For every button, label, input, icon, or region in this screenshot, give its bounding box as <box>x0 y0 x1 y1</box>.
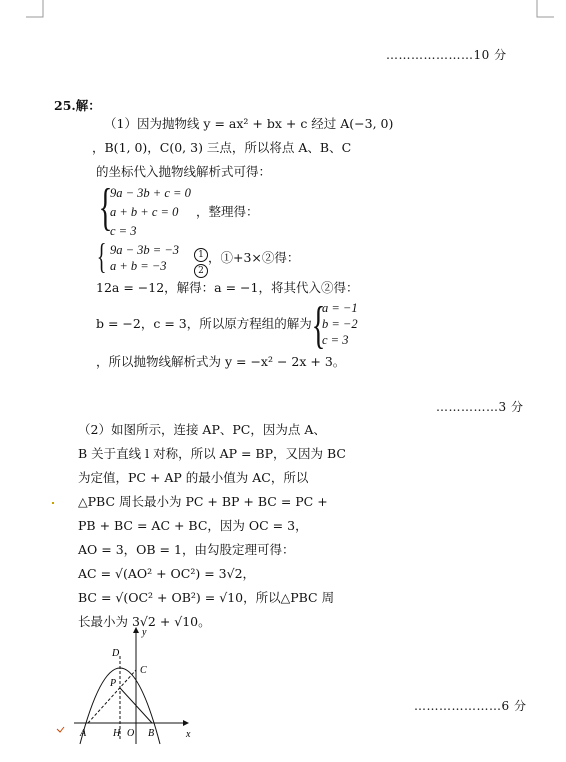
part2-line1: （2）如图所示，连接 AP、PC，因为点 A、 <box>78 422 326 437</box>
score-6-points: …………………6 分 <box>414 699 527 713</box>
label-a: A <box>80 728 87 739</box>
label-o: O <box>127 728 135 739</box>
part2-line8: BC = √(OC² + OB²) = √10，所以△PBC 周 <box>78 590 335 605</box>
system3-brace: { <box>311 297 326 354</box>
part2-line2: B 关于直线 l 对称，所以 AP = BP，又因为 BC <box>78 446 346 461</box>
question-number: 25.解： <box>54 98 101 113</box>
system1-tail: ，整理得： <box>196 204 259 219</box>
corner-mark-right <box>536 0 554 18</box>
part2-line6: AO = 3，OB = 1，由勾股定理可得： <box>78 542 295 557</box>
system3-eq2: b = −2 <box>322 317 358 331</box>
part1-line2: ，B(1, 0)，C(0, 3) 三点，所以将点 A、B、C <box>92 140 352 155</box>
system3-eq1: a = −1 <box>322 301 358 315</box>
parabola-graph <box>70 622 200 746</box>
system1-eq1: 9a − 3b + c = 0 <box>110 186 191 200</box>
label-h: H <box>113 728 121 739</box>
system1-eq2: a + b + c = 0 <box>110 205 179 219</box>
score-3-points: ……………3 分 <box>436 400 524 414</box>
part1-line1: （1）因为抛物线 y = ax² + bx + c 经过 A(−3, 0) <box>104 116 394 131</box>
part2-line4: △PBC 周长最小为 PC + BP + BC = PC + <box>78 494 328 509</box>
part2-line5: PB + BC = AC + BC，因为 OC = 3， <box>78 518 308 533</box>
label-y: y <box>142 627 147 638</box>
system2-tail: ，①+3×②得： <box>208 250 300 265</box>
circle-label-2 <box>194 258 208 278</box>
circle-number-2: 2 <box>194 264 208 278</box>
corner-mark-left <box>26 0 44 18</box>
system1-eq3: c = 3 <box>110 224 137 238</box>
label-x: x <box>186 729 191 740</box>
part1-line3: 的坐标代入抛物线解析式可得： <box>96 164 272 179</box>
system3-eq3: c = 3 <box>322 333 349 347</box>
label-c: C <box>140 665 147 676</box>
system2-eq1: 9a − 3b = −3 <box>110 243 180 257</box>
part1-line5: b = −2，c = 3，所以原方程组的解为 <box>96 316 312 331</box>
part2-line7: AC = √(AO² + OC²) = 3√2， <box>78 566 256 581</box>
system1-brace: { <box>98 179 113 236</box>
system2-brace: { <box>96 236 107 276</box>
system2-eq2: a + b = −3 <box>110 259 167 273</box>
stray-dot <box>52 502 54 504</box>
label-d: D <box>112 648 120 659</box>
stray-check-mark <box>56 726 66 734</box>
score-10-points: …………………10 分 <box>386 48 507 62</box>
part1-line4: 12a = −12，解得：a = −1，将其代入②得： <box>96 280 359 295</box>
circle-number-1: 1 <box>194 248 208 262</box>
label-p: P <box>110 678 117 689</box>
part1-line6: ，所以抛物线解析式为 y = −x² − 2x + 3。 <box>96 354 346 369</box>
part2-line3: 为定值，PC + AP 的最小值为 AC，所以 <box>78 470 309 485</box>
label-b: B <box>148 728 155 739</box>
part2-line9: 长最小为 3√2 + √10。 <box>78 614 211 629</box>
